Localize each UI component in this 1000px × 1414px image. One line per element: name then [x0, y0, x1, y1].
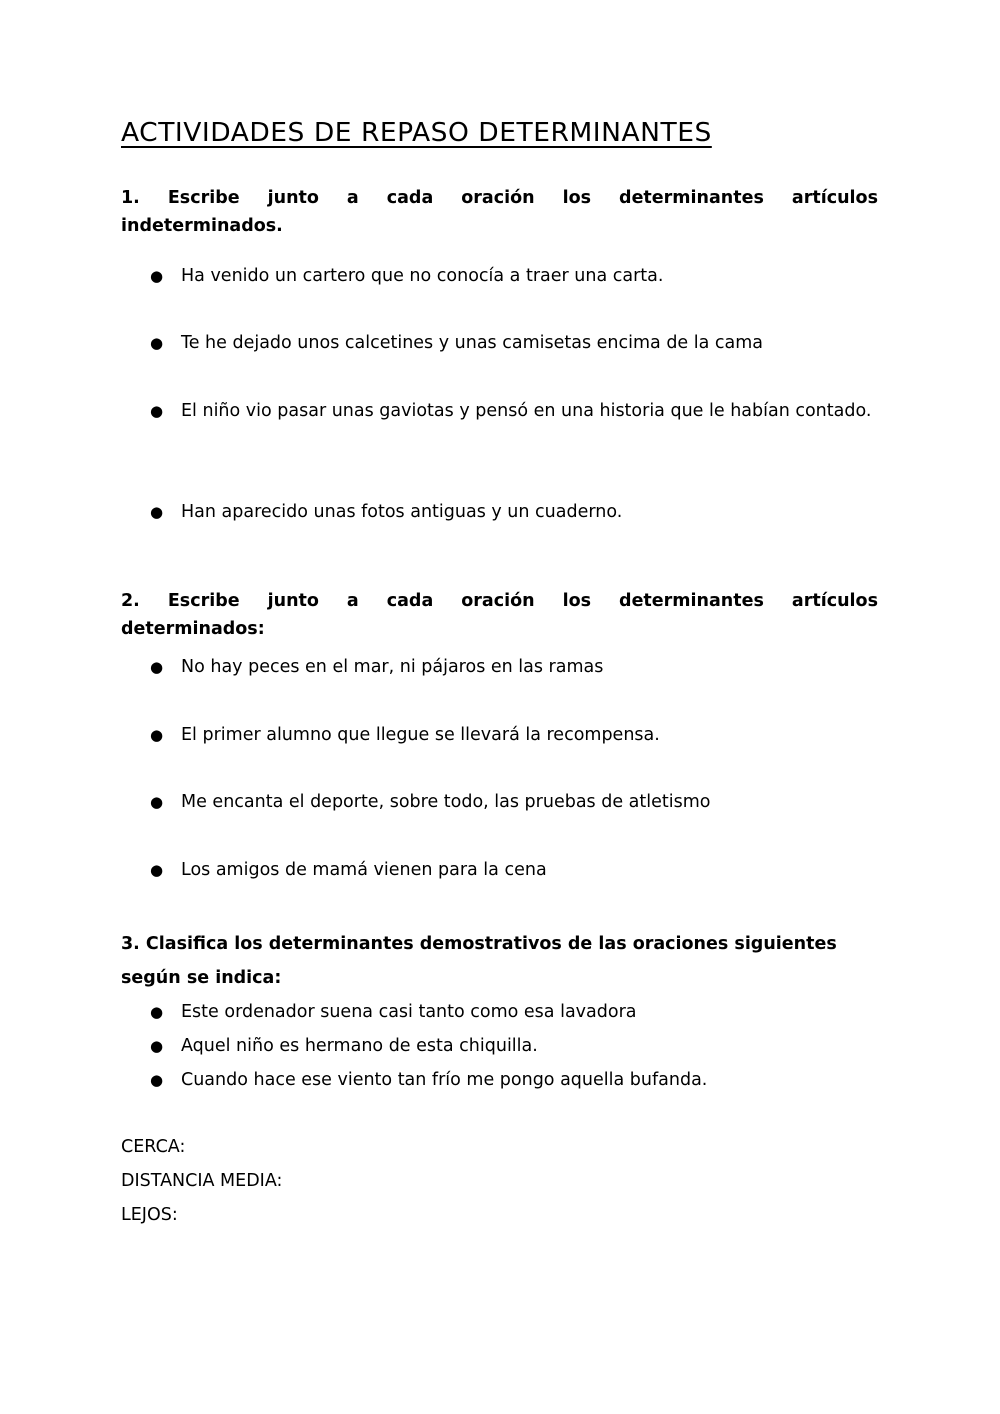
- list-item: [150, 1029, 878, 1063]
- bullet-icon: ●: [150, 658, 164, 676]
- list-item-text: Me encanta el deporte, sobre todo, las pruebas de atletismo: [181, 792, 711, 812]
- section-2-heading-line-1: 2. Escribe junto a cada oración los determinantes artículos: [121, 591, 878, 611]
- list-item-text: Los amigos de mamá vienen para la cena: [181, 860, 547, 880]
- bullet-icon: ●: [150, 1071, 164, 1089]
- answer-label-far: LEJOS:: [121, 1205, 178, 1225]
- list-item-text: Este ordenador suena casi tanto como esa lavadora: [181, 1002, 637, 1022]
- bullet-icon: ●: [150, 402, 164, 420]
- bullet-icon: ●: [150, 726, 164, 744]
- section-1-heading-line-1: 1. Escribe junto a cada oración los determinantes artículos: [121, 188, 878, 208]
- section-2-heading-line-2: determinados:: [121, 619, 265, 639]
- list-item: [150, 495, 878, 529]
- list-item: [150, 995, 878, 1029]
- list-item-text: Ha venido un cartero que no conocía a traer una carta.: [181, 266, 664, 286]
- section-3-heading-line-2: según se indica:: [121, 968, 282, 988]
- list-item-text: Cuando hace ese viento tan frío me pongo aquella bufanda.: [181, 1070, 708, 1090]
- list-item: [150, 718, 878, 752]
- list-item: [150, 785, 878, 819]
- section-1-heading: [121, 184, 878, 240]
- list-item-text: Han aparecido unas fotos antiguas y un cuaderno.: [181, 502, 623, 522]
- section-2-heading: [121, 587, 878, 643]
- list-item: [150, 853, 878, 887]
- bullet-icon: ●: [150, 334, 164, 352]
- bullet-icon: ●: [150, 503, 164, 521]
- list-item: [150, 394, 878, 428]
- bullet-icon: ●: [150, 267, 164, 285]
- section-3-heading: [121, 927, 878, 995]
- list-item-text: El niño vio pasar unas gaviotas y pensó en una historia que le habían contado.: [181, 401, 872, 421]
- list-item-text: Aquel niño es hermano de esta chiquilla.: [181, 1036, 538, 1056]
- section-1-heading-line-2: indeterminados.: [121, 216, 283, 236]
- bullet-icon: ●: [150, 861, 164, 879]
- bullet-icon: ●: [150, 1003, 164, 1021]
- list-item-text: Te he dejado unos calcetines y unas camisetas encima de la cama: [181, 333, 764, 353]
- page-title: ACTIVIDADES DE REPASO DETERMINANTES: [121, 118, 712, 148]
- answer-label-middle: DISTANCIA MEDIA:: [121, 1171, 283, 1191]
- section-3-heading-line-1: 3. Clasifica los determinantes demostrativos de las oraciones siguientes: [121, 934, 837, 954]
- answer-label-near: CERCA:: [121, 1137, 186, 1157]
- list-item-text: No hay peces en el mar, ni pájaros en las ramas: [181, 657, 604, 677]
- bullet-icon: ●: [150, 1037, 164, 1055]
- list-item: [150, 259, 878, 293]
- bullet-icon: ●: [150, 793, 164, 811]
- list-item: [150, 650, 878, 684]
- list-item: [150, 1063, 878, 1097]
- list-item: [150, 326, 878, 360]
- list-item-text: El primer alumno que llegue se llevará la recompensa.: [181, 725, 660, 745]
